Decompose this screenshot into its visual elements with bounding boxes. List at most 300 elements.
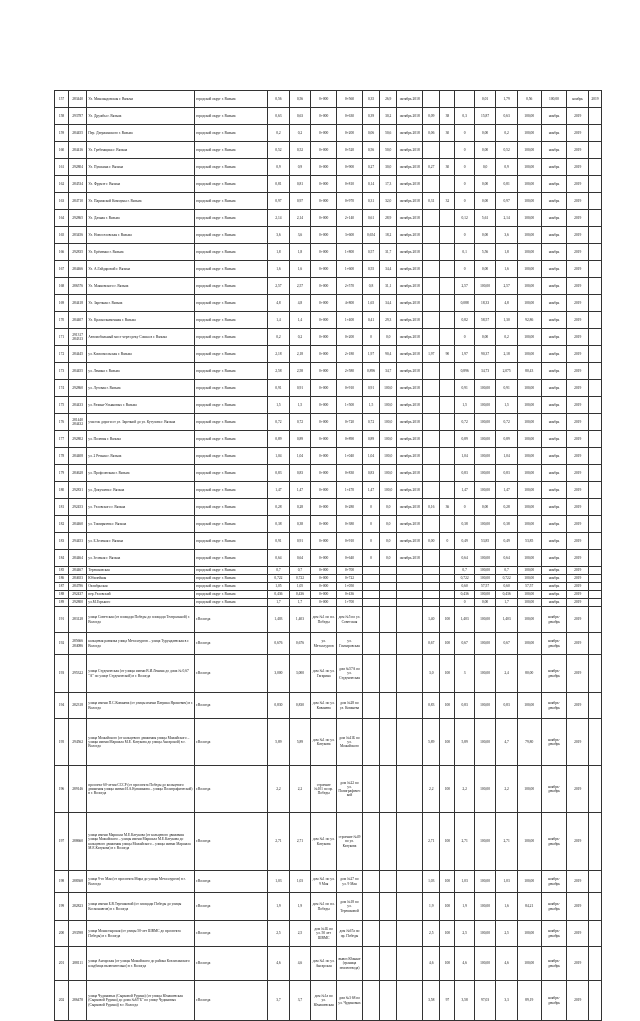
table-cell: 283440 (68, 91, 86, 108)
table-cell: 0+000 (311, 227, 337, 244)
table-row (55, 533, 602, 550)
table-cell: городской округ г. Вязьма (194, 193, 267, 210)
table-cell: 29,3 (380, 312, 397, 329)
table-cell (362, 947, 379, 981)
table-cell: 0,722 (455, 575, 474, 583)
table-cell (362, 607, 379, 633)
table-cell: 0,830 (268, 693, 290, 719)
table-cell: 1,04 (268, 448, 290, 465)
table-cell: 1,03 (423, 871, 440, 893)
table-cell: 0 (455, 329, 474, 346)
table-cell (397, 693, 423, 719)
table-cell: 0,35 (362, 91, 379, 108)
table-cell: городской округ г. Вязьма (194, 482, 267, 499)
table-cell (362, 655, 379, 693)
table-cell: городской округ г. Вязьма (194, 295, 267, 312)
table-cell: 288111 (68, 947, 86, 981)
table-cell: 4,7 (496, 719, 518, 766)
table-cell: 1,403 (455, 607, 474, 633)
table-cell: 2019 (567, 329, 589, 346)
table-cell (380, 893, 397, 921)
table-cell: 0,67 (455, 633, 474, 655)
table-row (55, 655, 602, 693)
table-cell: ноябрь (541, 567, 567, 575)
table-cell: 0 (455, 227, 474, 244)
table-cell (440, 550, 455, 567)
table-cell: 2+570 (337, 278, 363, 295)
table-cell (588, 766, 601, 813)
table-cell: ул. Комсомольская г. Вязьма (87, 346, 195, 363)
table-cell: 2,2 (289, 766, 311, 813)
table-cell: 1,5 (268, 397, 290, 414)
table-cell: ноябрь (541, 159, 567, 176)
table-cell: Терешковская (87, 567, 195, 575)
table-cell (397, 575, 423, 583)
table-row (55, 278, 602, 295)
table-cell: 1,40 (423, 607, 440, 633)
table-cell: 175 (55, 397, 69, 414)
table-cell: ноябрь (541, 575, 567, 583)
table-cell: 100,00 (474, 567, 496, 575)
table-cell (362, 921, 379, 947)
table-cell: 3+600 (337, 227, 363, 244)
table-cell: октябрь 2018 (397, 414, 423, 431)
table-cell: 284418 (68, 295, 86, 312)
table-cell: строение №49 по ул. Катукова (337, 813, 363, 871)
table-cell: 100,00 (517, 397, 541, 414)
table-cell: 0,49 (455, 533, 474, 550)
table-row (55, 947, 602, 981)
table-cell (588, 583, 601, 591)
table-row (55, 159, 602, 176)
table-cell: 2019 (567, 380, 589, 397)
table-cell: 3,6 (268, 227, 290, 244)
table-cell (588, 893, 601, 921)
table-cell: 1,97 (455, 346, 474, 363)
table-cell: 284466 (68, 261, 86, 278)
table-cell: 0,00 (474, 599, 496, 607)
table-cell: 283128 (68, 607, 86, 633)
table-cell: городской округ г. Вязьма (194, 567, 267, 575)
table-cell: 0,49 (496, 533, 518, 550)
table-cell: 0,89 (289, 431, 311, 448)
table-cell: 38 (440, 108, 455, 125)
table-cell: 0,61 (362, 210, 379, 227)
table-cell: 57,57 (517, 583, 541, 591)
table-cell (380, 583, 397, 591)
table-cell: ноябрь (541, 482, 567, 499)
table-cell: 286576 (68, 278, 86, 295)
table-cell: 2,71 (455, 813, 474, 871)
table-cell: Ул. Маяковского г. Вязьма (87, 278, 195, 295)
table-cell: 100,00 (517, 633, 541, 655)
table-cell: 0+810 (337, 176, 363, 193)
table-row (55, 981, 602, 1021)
table-cell: 2019 (567, 261, 589, 278)
table-cell: 100,00 (517, 108, 541, 125)
table-cell: ул. Луговая г. Вязьма (87, 380, 195, 397)
table-cell: 0+000 (311, 550, 337, 567)
table-cell: октябрь 2018 (397, 550, 423, 567)
table-cell: 0,63 (496, 108, 518, 125)
table-cell: 0,38 (289, 516, 311, 533)
table-cell: 2,2 (496, 766, 518, 813)
table-cell: 1,4 (289, 312, 311, 329)
table-cell (423, 583, 440, 591)
table-cell (588, 550, 601, 567)
table-cell: 0 (455, 261, 474, 278)
table-cell: 1,9 (455, 893, 474, 921)
table-cell: 2019 (567, 142, 589, 159)
table-cell: 292860 (68, 380, 86, 397)
table-cell: 0+970 (337, 193, 363, 210)
table-row (55, 813, 602, 871)
table-cell (397, 921, 423, 947)
table-cell: 0 (362, 550, 379, 567)
table-cell (380, 567, 397, 575)
table-cell: 3,58 (423, 981, 440, 1021)
table-cell: 192 (55, 633, 69, 655)
table-cell (397, 813, 423, 871)
table-cell: 2,5 (455, 921, 474, 947)
table-cell: 196 (55, 766, 69, 813)
table-cell: 100,00 (517, 329, 541, 346)
table-cell: 288368 (68, 871, 86, 893)
table-cell: 30,0 (380, 159, 397, 176)
table-cell: 100,0 (380, 482, 397, 499)
table-cell (362, 871, 379, 893)
table-row (55, 312, 602, 329)
table-cell: 0+280 (337, 499, 363, 516)
table-cell: 100,00 (517, 482, 541, 499)
table-cell: ноябрь (541, 210, 567, 227)
table-cell: 2019 (567, 599, 589, 607)
table-cell: городской округ г. Вязьма (194, 142, 267, 159)
table-cell: 0 (362, 533, 379, 550)
table-cell: Ул. Гребенщика г. Вязьма (87, 142, 195, 159)
table-cell (362, 567, 379, 575)
table-cell: 1,8 (496, 244, 518, 261)
table-cell: 2019 (567, 244, 589, 261)
table-cell: 2,57 (289, 278, 311, 295)
table-cell: 1,7 (289, 599, 311, 607)
table-cell: 282823 (68, 893, 86, 921)
table-cell: 0,91 (496, 380, 518, 397)
table-cell: 5,61 (474, 210, 496, 227)
table-cell: 0,0 (380, 329, 397, 346)
table-cell (397, 893, 423, 921)
table-cell: 0,2 (289, 125, 311, 142)
table-cell: городской округ г. Вязьма (194, 227, 267, 244)
table-cell: 5,89 (268, 719, 290, 766)
table-cell: 193 (55, 655, 69, 693)
table-cell (440, 363, 455, 380)
table-cell (440, 312, 455, 329)
table-cell: 100,00 (474, 766, 496, 813)
table-cell (380, 591, 397, 599)
table-cell: 284534 (68, 176, 86, 193)
table-cell: октябрь 2018 (397, 346, 423, 363)
table-cell: октябрь 2018 (397, 380, 423, 397)
table-cell: городской округ г. Вязьма (194, 278, 267, 295)
table-cell: Ул. Заречная г. Вязьма (87, 295, 195, 312)
table-cell: 0+000 (311, 346, 337, 363)
table-cell (423, 567, 440, 575)
table-cell: 100 (440, 813, 455, 871)
table-cell (588, 567, 601, 575)
table-cell: ноябрь-декабрь (541, 719, 567, 766)
table-cell: 53,85 (517, 533, 541, 550)
table-row (55, 329, 602, 346)
table-cell (423, 142, 440, 159)
table-cell: ноябрь (541, 346, 567, 363)
table-cell: 3,7 (268, 981, 290, 1021)
table-cell: 4,6 (496, 947, 518, 981)
table-cell (440, 516, 455, 533)
table-cell: 0+000 (311, 516, 337, 533)
table-cell: городской округ г. Вязьма (194, 346, 267, 363)
table-cell: 0,0 (474, 159, 496, 176)
table-cell (440, 465, 455, 482)
table-cell: дом №28 по ул. Кованева (337, 693, 363, 719)
table-cell: 4+800 (337, 295, 363, 312)
table-cell: 1,7 (268, 599, 290, 607)
table-cell: 0,0 (380, 550, 397, 567)
table-cell: 100,00 (474, 380, 496, 397)
table-cell: 1+500 (337, 397, 363, 414)
table-cell: 80,00 (517, 655, 541, 693)
table-cell: 1,5 (362, 397, 379, 414)
table-cell: 184 (55, 550, 69, 567)
table-cell: 284786 (68, 583, 86, 591)
table-cell: 170 (55, 312, 69, 329)
table-cell (362, 981, 379, 1021)
table-row (55, 448, 602, 465)
table-cell: 166 (55, 244, 69, 261)
table-cell: 289146 (68, 766, 86, 813)
table-cell: 0,83 (496, 465, 518, 482)
table-cell: 2019 (567, 125, 589, 142)
table-cell: 1,9 (289, 893, 311, 921)
table-cell: г.Вологда (194, 719, 267, 766)
table-row (55, 210, 602, 227)
table-cell: октябрь 2018 (397, 482, 423, 499)
table-cell: 2,5 (289, 921, 311, 947)
table-cell: 201 (55, 947, 69, 981)
table-cell: 0,83 (455, 693, 474, 719)
table-cell: 0,31 (423, 193, 440, 210)
table-cell: 178 (55, 448, 69, 465)
table-row (55, 766, 602, 813)
table-cell: ул. Полевая г. Вязьма (87, 431, 195, 448)
table-cell: 2019 (567, 448, 589, 465)
table-cell: 0+000 (311, 599, 337, 607)
table-cell: 0,52 (496, 142, 518, 159)
table-cell: 2019 (567, 346, 589, 363)
table-cell: г.Вологда (194, 921, 267, 947)
table-cell: 0,89 (268, 431, 290, 448)
table-cell: 0,9 (496, 159, 518, 176)
table-cell: 18,33 (474, 295, 496, 312)
table-cell: ноябрь (541, 516, 567, 533)
table-cell: 2019 (567, 499, 589, 516)
table-cell: 2019 (567, 465, 589, 482)
table-cell: 0+000 (311, 414, 337, 431)
table-cell: 0,28 (496, 499, 518, 516)
table-cell: 0,81 (289, 176, 311, 193)
table-cell (380, 766, 397, 813)
table-cell: 284653 (68, 575, 86, 583)
table-cell: 100,00 (474, 516, 496, 533)
table-cell: 2,71 (423, 813, 440, 871)
table-cell: 171 (55, 329, 69, 346)
table-cell: ноябрь (541, 244, 567, 261)
table-cell (588, 607, 601, 633)
table-cell: 100 (440, 947, 455, 981)
table-cell: городской округ г. Вязьма (194, 431, 267, 448)
table-cell: городской округ г. Вязьма (194, 414, 267, 431)
table-cell: Октябрьская (87, 583, 195, 591)
table-cell (362, 591, 379, 599)
table-cell: городской округ г. Вязьма (194, 261, 267, 278)
table-cell: дом №1а по ул. Юмашевская (311, 981, 337, 1021)
table-cell (380, 871, 397, 893)
table-cell: 0,63 (289, 108, 311, 125)
table-cell: 0,436 (268, 591, 290, 599)
table-row (55, 244, 602, 261)
table-cell (588, 431, 601, 448)
table-cell: 2+140 (337, 210, 363, 227)
table-cell: 100,00 (517, 193, 541, 210)
table-cell: 2019 (567, 893, 589, 921)
table-cell: городской округ г. Вязьма (194, 397, 267, 414)
table-cell: октябрь 2018 (397, 499, 423, 516)
table-cell: 1,65 (362, 295, 379, 312)
table-cell: 100,00 (517, 125, 541, 142)
table-cell: 0 (362, 516, 379, 533)
table-cell: 100,0 (380, 397, 397, 414)
table-cell: октябрь 2018 (397, 448, 423, 465)
table-cell: 3,58 (455, 981, 474, 1021)
table-cell: 0,00 (423, 533, 440, 550)
table-cell: дом №3 68 по ул. Чудиновых (337, 981, 363, 1021)
table-cell: 0,72 (268, 414, 290, 431)
table-row (55, 583, 602, 591)
table-cell: ноябрь (541, 261, 567, 278)
table-cell: 2019 (567, 312, 589, 329)
table-cell: 2019 (567, 607, 589, 633)
table-cell: 1,47 (268, 482, 290, 499)
table-cell: 0,39 (362, 108, 379, 125)
table-row (55, 193, 602, 210)
table-cell: 0,57 (362, 244, 379, 261)
table-cell (588, 448, 601, 465)
table-cell (588, 227, 601, 244)
table-cell: 0,38 (268, 516, 290, 533)
table-cell: ул. Узловского г. Вязьма (87, 499, 195, 516)
table-cell (455, 91, 474, 108)
table-cell: 0,14 (362, 176, 379, 193)
table-cell (588, 591, 601, 599)
table-cell: 0,60 (455, 583, 474, 591)
table-cell: 0+000 (311, 482, 337, 499)
table-cell (423, 465, 440, 482)
table-cell: улица имени П.С.Кованева (от улицы имени Патрика Ярошевич) в г. Вологда (87, 693, 195, 719)
table-cell: ноябрь (541, 312, 567, 329)
table-cell: ул. Докучаева г. Вязьма (87, 482, 195, 499)
table-cell: 100 (440, 719, 455, 766)
table-cell (440, 448, 455, 465)
table-cell: 174 (55, 380, 69, 397)
table-cell: 100 (440, 633, 455, 655)
table-cell: 0+000 (311, 465, 337, 482)
table-cell: 292831 (68, 482, 86, 499)
table-cell: Ул. Краснознаменная г. Вязьма (87, 312, 195, 329)
table-cell: 0+000 (311, 567, 337, 575)
table-cell: 100,00 (517, 871, 541, 893)
table-cell: 2019 (588, 91, 601, 108)
table-cell: 0,2 (496, 125, 518, 142)
table-cell: 0+630 (337, 108, 363, 125)
table-cell: 2019 (567, 550, 589, 567)
table-cell: 1+050 (337, 583, 363, 591)
table-cell: 2019 (567, 947, 589, 981)
table-cell: 189 (55, 599, 69, 607)
table-cell: 2,71 (268, 813, 290, 871)
table-cell: 0,91 (289, 380, 311, 397)
table-cell: ул. Ленина г. Вязьма (87, 363, 195, 380)
table-cell: проспект 60-летия СССР (от проспекта Победы до кольцевого движения улицы имени И.А.Кувшинова – улицы Полиграфической) в г. Вологда (87, 766, 195, 813)
table-cell: 100,0 (380, 431, 397, 448)
table-cell: 4,8 (496, 295, 518, 312)
table-cell: ул. Тимирязева г. Вязьма (87, 516, 195, 533)
table-cell: дом №41Б по ул. Можайского (337, 719, 363, 766)
table-cell: ноябрь (541, 329, 567, 346)
table-cell (362, 693, 379, 719)
table-cell: 100,00 (517, 516, 541, 533)
table-cell: ноябрь (541, 108, 567, 125)
table-cell (397, 633, 423, 655)
table-cell (423, 278, 440, 295)
table-cell: ноябрь (541, 380, 567, 397)
table-cell: 0,0 (380, 499, 397, 516)
table-cell: 80,43 (517, 363, 541, 380)
table-cell: дом №1 по пл. Победы (311, 893, 337, 921)
table-cell: 0+000 (311, 261, 337, 278)
table-cell: 0,00 (474, 125, 496, 142)
table-cell: 180 (55, 482, 69, 499)
table-cell: 0,676 (268, 633, 290, 655)
table-cell: 100,00 (517, 766, 541, 813)
table-row (55, 607, 602, 633)
table-cell: 0,72 (289, 414, 311, 431)
table-cell: 1,6 (289, 261, 311, 278)
table-row (55, 633, 602, 655)
table-cell: 0+910 (337, 380, 363, 397)
table-cell: ноябрь (541, 431, 567, 448)
table-cell: 0 (455, 176, 474, 193)
table-cell: 100,00 (474, 893, 496, 921)
table-cell: 100,00 (517, 431, 541, 448)
table-cell: улица имени Б.В.Терешковой (от площади Победы до улицы Космонавтов) в г. Вологда (87, 893, 195, 921)
table-cell: 0+000 (311, 397, 337, 414)
table-row (55, 693, 602, 719)
table-cell: 3,7 (289, 981, 311, 1021)
table-cell: 0+000 (311, 448, 337, 465)
table-cell: 1+700 (337, 599, 363, 607)
table-cell: 2,57 (455, 278, 474, 295)
table-cell: 100,00 (517, 261, 541, 278)
